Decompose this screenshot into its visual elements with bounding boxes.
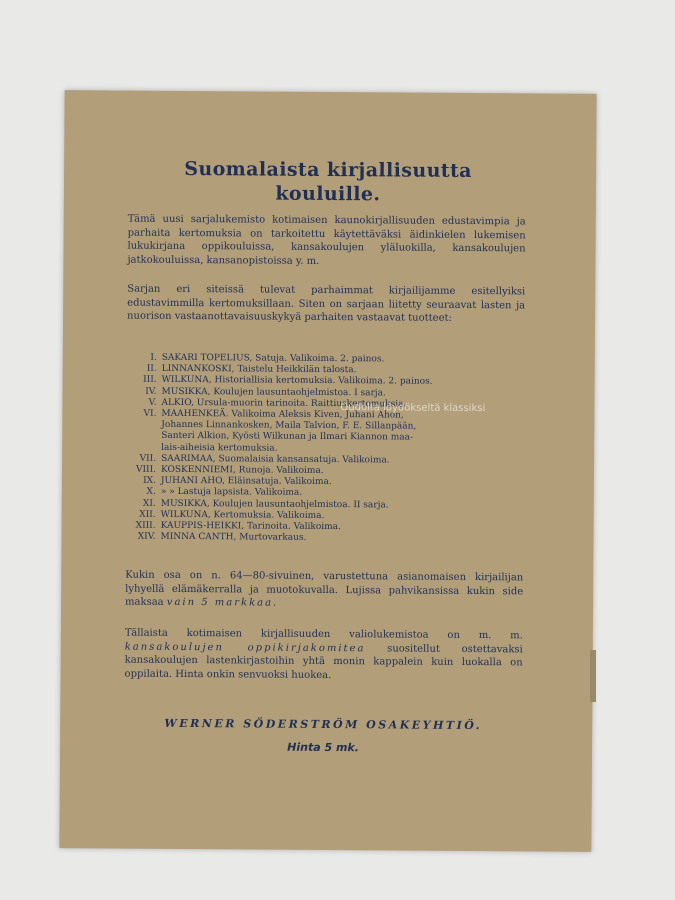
list-number: XIII.	[135, 520, 156, 531]
title-line: kouluille.	[275, 182, 381, 206]
book-list	[125, 353, 524, 546]
list-text: » » Lastuja lapsista. Valikoima.	[160, 487, 303, 499]
list-text: WILKUNA, Historiallisia kertomuksia. Valikoima. 2. painos.	[161, 375, 433, 388]
book-back-cover	[59, 90, 596, 852]
recommendation-emphasis: kansakoulujen oppikirjakomitea	[124, 641, 366, 654]
list-number	[126, 442, 161, 453]
list-number: VII.	[139, 453, 157, 464]
list-number	[126, 431, 161, 442]
list-text: ALKIO, Ursula-muorin tarinoita. Raittiuskertomuksia.	[161, 397, 407, 410]
list-text: JUHANI AHO, Eläinsatuja. Valikoima.	[160, 476, 332, 488]
list-text: SAARIMAA, Suomalaisia kansansatuja. Valikoima.	[161, 453, 390, 466]
list-number	[126, 420, 161, 431]
list-number: VIII.	[135, 464, 157, 475]
cover-text-block	[124, 91, 527, 755]
recommendation-text-start: Tällaista kotimaisen kirjallisuuden valiolukemistoa on m. m.	[124, 627, 523, 642]
recommendation-paragraph	[125, 627, 523, 684]
list-text: KAUPPIS-HEIKKI, Tarinoita. Valikoima.	[160, 520, 341, 533]
list-number: IX.	[143, 475, 156, 487]
list-number: XI.	[142, 498, 156, 509]
list-text: SAKARI TOPELIUS, Satuja. Valikoima. 2. painos.	[161, 352, 385, 365]
watermark: Oudolta löydökseltä klassiksi	[340, 402, 486, 415]
list-text: LINNANKOSKI, Taistelu Heikkilän talosta.	[161, 364, 357, 376]
page-title	[163, 157, 493, 207]
title-line: Suomalaista kirjallisuutta	[184, 157, 472, 182]
price-emphasis: vain 5 markkaa.	[166, 597, 279, 609]
list-number: V.	[148, 397, 157, 408]
list-text: MUSIKKA, Koulujen lausuntaohjelmistoa. II sarja.	[160, 498, 389, 511]
list-text: WILKUNA, Kertomuksia. Valikoima.	[160, 509, 325, 521]
list-number: I.	[150, 352, 157, 363]
list-number: IV.	[145, 386, 157, 397]
list-number: XIV.	[137, 531, 156, 543]
price-paragraph	[125, 569, 523, 613]
price-paragraph-text: Kukin osa on n. 64—80-sivuinen, varustettuna asianomaisen kirjailijan lyhyellä elämäkerralla ja muotokuvalla. Lujissa pahvikansissa kukin side maksaa	[125, 569, 524, 609]
list-text: Santeri Alkion, Kyösti Wilkunan ja Ilmari Kiannon maa-	[161, 431, 414, 444]
list-item	[125, 532, 523, 546]
recommendation-text-end: suositellut ostettavaksi kansakoulujen lastenkirjastoihin yhtä monin kappalein kuin luokalla on oppilaita. Hinta onkin senvuoksi huokea.	[124, 642, 523, 681]
list-text: MUSIKKA, Koulujen lausuntaohjelmistoa. I sarja.	[161, 386, 386, 399]
list-number: III.	[143, 375, 157, 386]
list-number: X.	[146, 487, 156, 498]
intro-paragraph: Tämä uusi sarjalukemisto kotimaisen kaunokirjallisuuden edustavimpia ja parhaita kertomuksia on tarkoitettu käytettäväksi äidinkielen lukemisen lukukirjana oppikouluissa, kansakoulujen yläluokilla, kansakoulujen jatkokouluissa, kansanopistoissa y. m.	[127, 213, 526, 267]
list-text: Johannes Linnankosken, Maila Talvion, F. E. Sillanpään,	[161, 420, 417, 432]
publisher-name: WERNER SÖDERSTRÖM OSAKEYHTIÖ.	[164, 716, 483, 733]
list-text: MAAHENKEÄ. Valikoima Aleksis Kiven, Juhani Ahon,	[161, 408, 404, 421]
series-paragraph: Sarjan eri siteissä tulevat parhaimmat kirjailijamme esitellyiksi edustavimmilla kertomuksillaan. Siten on sarjaan liitetty seuraavat lasten ja nuorison vastaanottavaisuuskykyä parhaiten vastaavat tuotteet:	[127, 283, 526, 325]
list-number: VI.	[143, 408, 157, 419]
page-edge-tab	[590, 650, 596, 702]
list-number: II.	[146, 363, 157, 375]
list-text: lais-aiheisia kertomuksia.	[161, 442, 278, 454]
list-text: KOSKENNIEMI, Runoja. Valikoima.	[160, 464, 324, 477]
price-label: Hinta 5 mk.	[287, 740, 359, 755]
list-text: MINNA CANTH, Murtovarkaus.	[160, 532, 307, 544]
list-number: XII.	[139, 509, 156, 520]
